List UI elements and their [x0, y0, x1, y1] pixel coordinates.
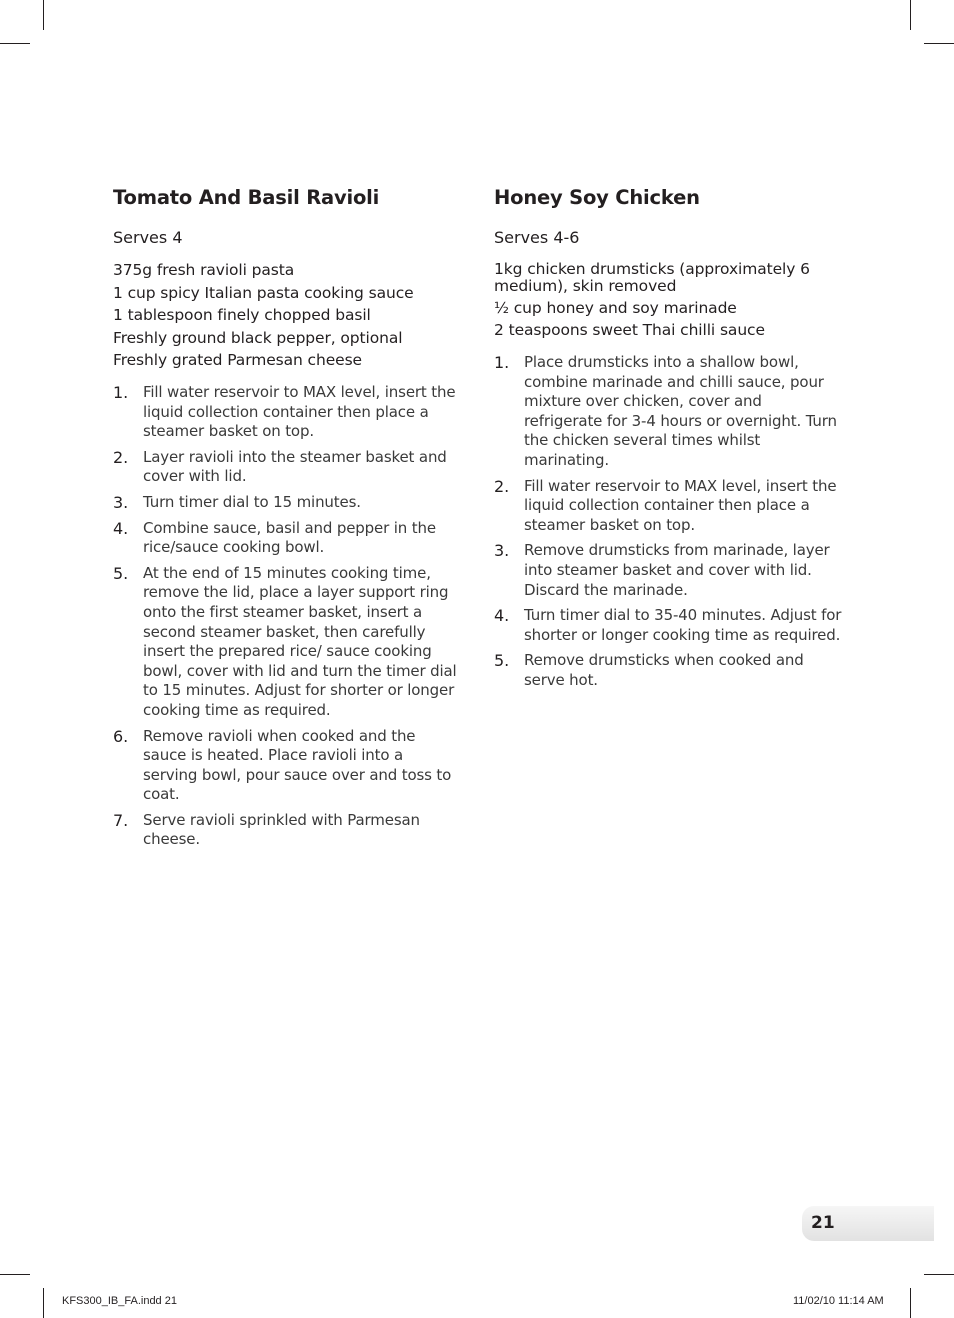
method-steps: [113, 383, 459, 850]
step-number: 2.: [113, 447, 129, 467]
method-step: [494, 606, 842, 645]
ingredient-list: [113, 261, 459, 370]
ingredient-item: 1 tablespoon finely chopped basil: [113, 306, 371, 324]
method-step: [113, 383, 459, 442]
step-text: Place drumsticks into a shallow bowl, combine marinade and chilli sauce, pour mixture over chicken, cover and refrigerate for 3-4 hours or overnight. Turn the chicken several times whilst marinating.: [524, 353, 837, 469]
step-number: 4.: [494, 606, 510, 626]
crop-mark: [43, 1288, 44, 1318]
step-number: 3.: [113, 492, 129, 512]
crop-mark: [43, 0, 44, 30]
method-step: [113, 519, 459, 558]
method-step: [494, 353, 842, 471]
step-text: Combine sauce, basil and pepper in the rice/sauce cooking bowl.: [143, 518, 436, 557]
crop-mark: [924, 43, 954, 44]
step-text: Remove ravioli when cooked and the sauce is heated. Place ravioli into a serving bowl, pour sauce over and toss to coat.: [143, 726, 452, 804]
recipe-title: Tomato And Basil Ravioli: [113, 186, 380, 209]
method-step: [113, 493, 459, 513]
crop-mark: [0, 43, 30, 44]
method-step: [494, 477, 842, 536]
step-number: 2.: [494, 476, 510, 496]
step-text: Serve ravioli sprinkled with Parmesan cheese.: [143, 810, 420, 849]
page-number: 21: [811, 1213, 835, 1233]
crop-mark: [910, 1288, 911, 1318]
method-step: [113, 564, 459, 721]
step-text: At the end of 15 minutes cooking time, remove the lid, place a layer support ring onto the first steamer basket, insert a second steamer basket, then carefully insert the prepared rice/ sauce cooking bowl, cover with lid and turn the timer dial to 15 minutes. Adjust for shorter or longer cooking time as required.: [143, 563, 457, 719]
method-step: [113, 811, 459, 850]
method-steps: [494, 353, 842, 691]
crop-mark: [910, 0, 911, 30]
ingredient-item: Freshly grated Parmesan cheese: [113, 351, 362, 369]
recipe-honey-soy-chicken: [494, 185, 842, 697]
serves-label: Serves 4: [113, 228, 183, 247]
ingredient-item: ½ cup honey and soy marinade: [494, 298, 737, 317]
ingredient-list: [494, 261, 842, 340]
serves-label: Serves 4-6: [494, 228, 580, 247]
step-text: Fill water reservoir to MAX level, insert the liquid collection container then place a steamer basket on top.: [143, 383, 456, 441]
step-text: Fill water reservoir to MAX level, insert the liquid collection container then place a steamer basket on top.: [524, 476, 837, 534]
step-number: 3.: [494, 541, 510, 561]
recipe-tomato-basil-ravioli: [113, 185, 459, 856]
slug-filename: KFS300_IB_FA.indd 21: [62, 1295, 177, 1307]
ingredient-item: 375g fresh ravioli pasta: [113, 261, 295, 279]
method-step: [113, 727, 459, 805]
step-text: Turn timer dial to 15 minutes.: [143, 492, 361, 511]
ingredient-item: 2 teaspoons sweet Thai chilli sauce: [494, 321, 765, 339]
step-number: 6.: [113, 726, 129, 746]
ingredient-item: 1kg chicken drumsticks (approximately 6 medium), skin removed: [494, 260, 810, 295]
ingredient-item: 1 cup spicy Italian pasta cooking sauce: [113, 283, 414, 302]
step-text: Remove drumsticks from marinade, layer into steamer basket and cover with lid. Discard the marinade.: [524, 541, 830, 599]
method-step: [113, 448, 459, 487]
step-text: Remove drumsticks when cooked and serve hot.: [524, 651, 804, 689]
recipe-title: Honey Soy Chicken: [494, 186, 700, 209]
step-number: 7.: [113, 810, 129, 830]
ingredient-item: Freshly ground black pepper, optional: [113, 328, 403, 347]
step-number: 5.: [113, 563, 129, 583]
slug-datetime: 11/02/10 11:14 AM: [793, 1295, 884, 1307]
crop-mark: [0, 1274, 30, 1275]
method-step: [494, 651, 842, 690]
step-number: 1.: [113, 383, 129, 402]
method-step: [494, 541, 842, 600]
step-number: 1.: [494, 353, 510, 372]
step-number: 4.: [113, 518, 129, 538]
step-number: 5.: [494, 651, 510, 671]
crop-mark: [924, 1274, 954, 1275]
step-text: Turn timer dial to 35-40 minutes. Adjust for shorter or longer cooking time as required.: [524, 606, 842, 644]
step-text: Layer ravioli into the steamer basket and cover with lid.: [143, 447, 447, 486]
